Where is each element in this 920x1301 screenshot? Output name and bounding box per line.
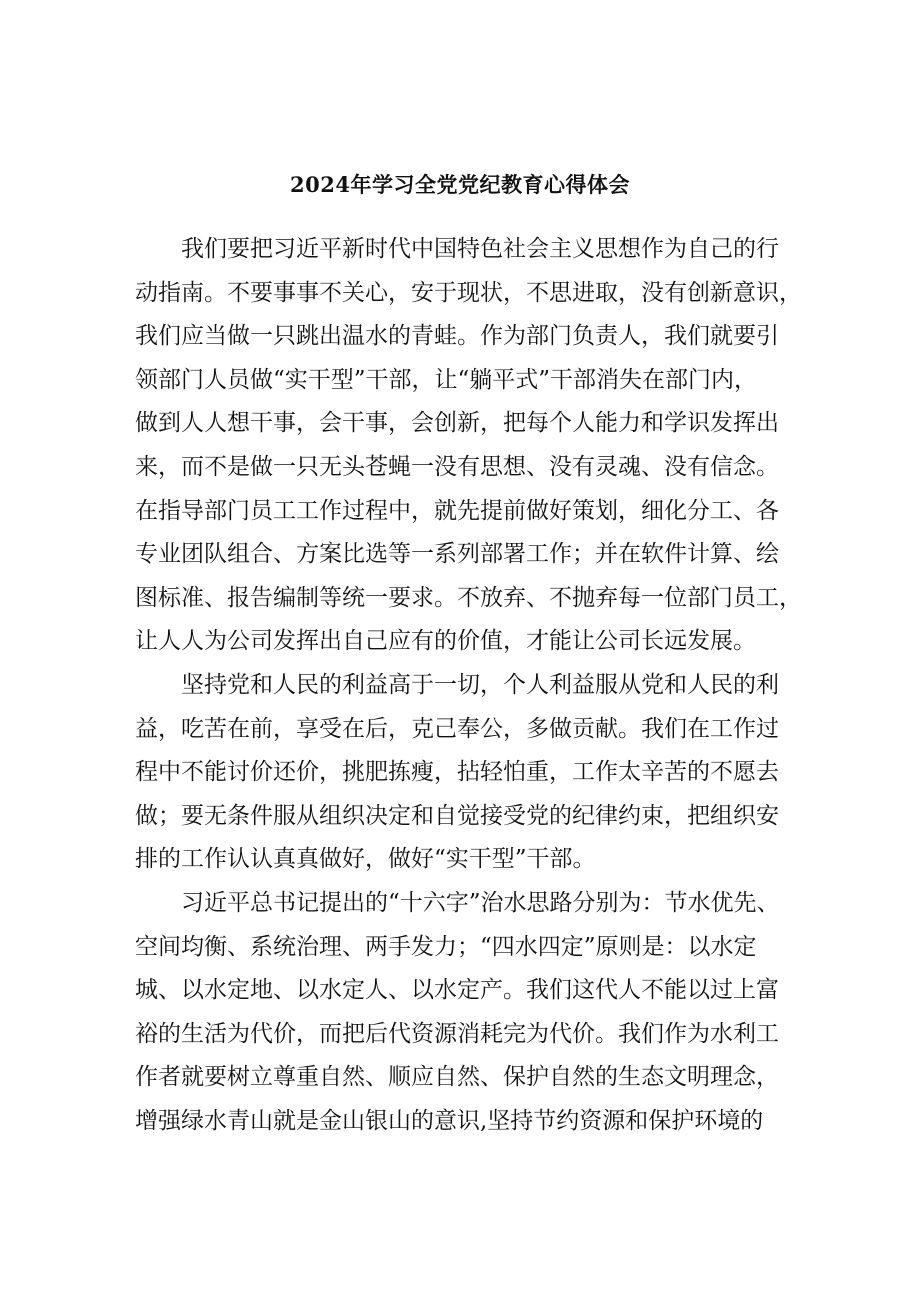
text-line: 来，而不是做一只无头苍蝇一没有思想、没有灵魂、没有信念。 (135, 453, 779, 480)
text-line: 城、以水定地、以水定人、以水定产。我们这代人不能以过上富 (135, 977, 779, 1004)
text-line: 增强绿水青山就是金山银山的意识,坚持节约资源和保护环境的 (135, 1107, 764, 1134)
text-line: 程中不能讨价还价，挑肥拣瘦，拈轻怕重，工作太辛苦的不愿去 (135, 759, 779, 786)
text-line: 在指导部门员工工作过程中，就先提前做好策划，细化分工、各 (135, 497, 779, 524)
text-line: 排的工作认认真真做好，做好“实干型”干部。 (135, 846, 596, 873)
text-line: 让人人为公司发挥出自己应有的价值，才能让公司长远发展。 (135, 628, 756, 655)
text-line: 坚持党和人民的利益高于一切，个人利益服从党和人民的利 (181, 671, 779, 698)
text-line: 习近平总书记提出的“十六字”治水思路分别为：节水优先、 (181, 889, 780, 916)
text-line: 做到人人想干事，会干事，会创新，把每个人能力和学识发挥出 (135, 410, 779, 437)
text-line: 我们应当做一只跳出温水的青蛙。作为部门负责人，我们就要引 (135, 323, 779, 350)
paragraph-1 (135, 228, 802, 664)
paragraph-3 (135, 882, 795, 1144)
text-line: 做；要无条件服从组织决定和自觉接受党的纪律约束，把组织安 (135, 802, 779, 829)
text-line: 我们要把习近平新时代中国特色社会主义思想作为自己的行 (181, 236, 779, 262)
document-title: 2024年学习全党党纪教育心得体会 (290, 172, 630, 197)
paragraph-2 (135, 664, 795, 882)
text-line: 领部门人员做“实干型”干部，让“躺平式”干部消失在部门内， (135, 366, 758, 393)
text-line: 益，吃苦在前，享受在后，克己奉公，多做贡献。我们在工作过 (135, 715, 779, 742)
text-line: 动指南。不要事事不关心，安于现状，不思进取，没有创新意识， (135, 279, 802, 306)
document-body (135, 228, 802, 1143)
text-line: 图标准、报告编制等统一要求。不放弃、不抛弃每一位部门员工， (135, 584, 802, 611)
text-line: 裕的生活为代价，而把后代资源消耗完为代价。我们作为水利工 (135, 1020, 779, 1047)
text-line: 空间均衡、系统治理、两手发力；“四水四定”原则是：以水定 (135, 933, 757, 960)
text-line: 专业团队组合、方案比选等一系列部署工作；并在软件计算、绘 (135, 541, 779, 568)
text-line: 作者就要树立尊重自然、顺应自然、保护自然的生态文明理念， (135, 1064, 779, 1091)
